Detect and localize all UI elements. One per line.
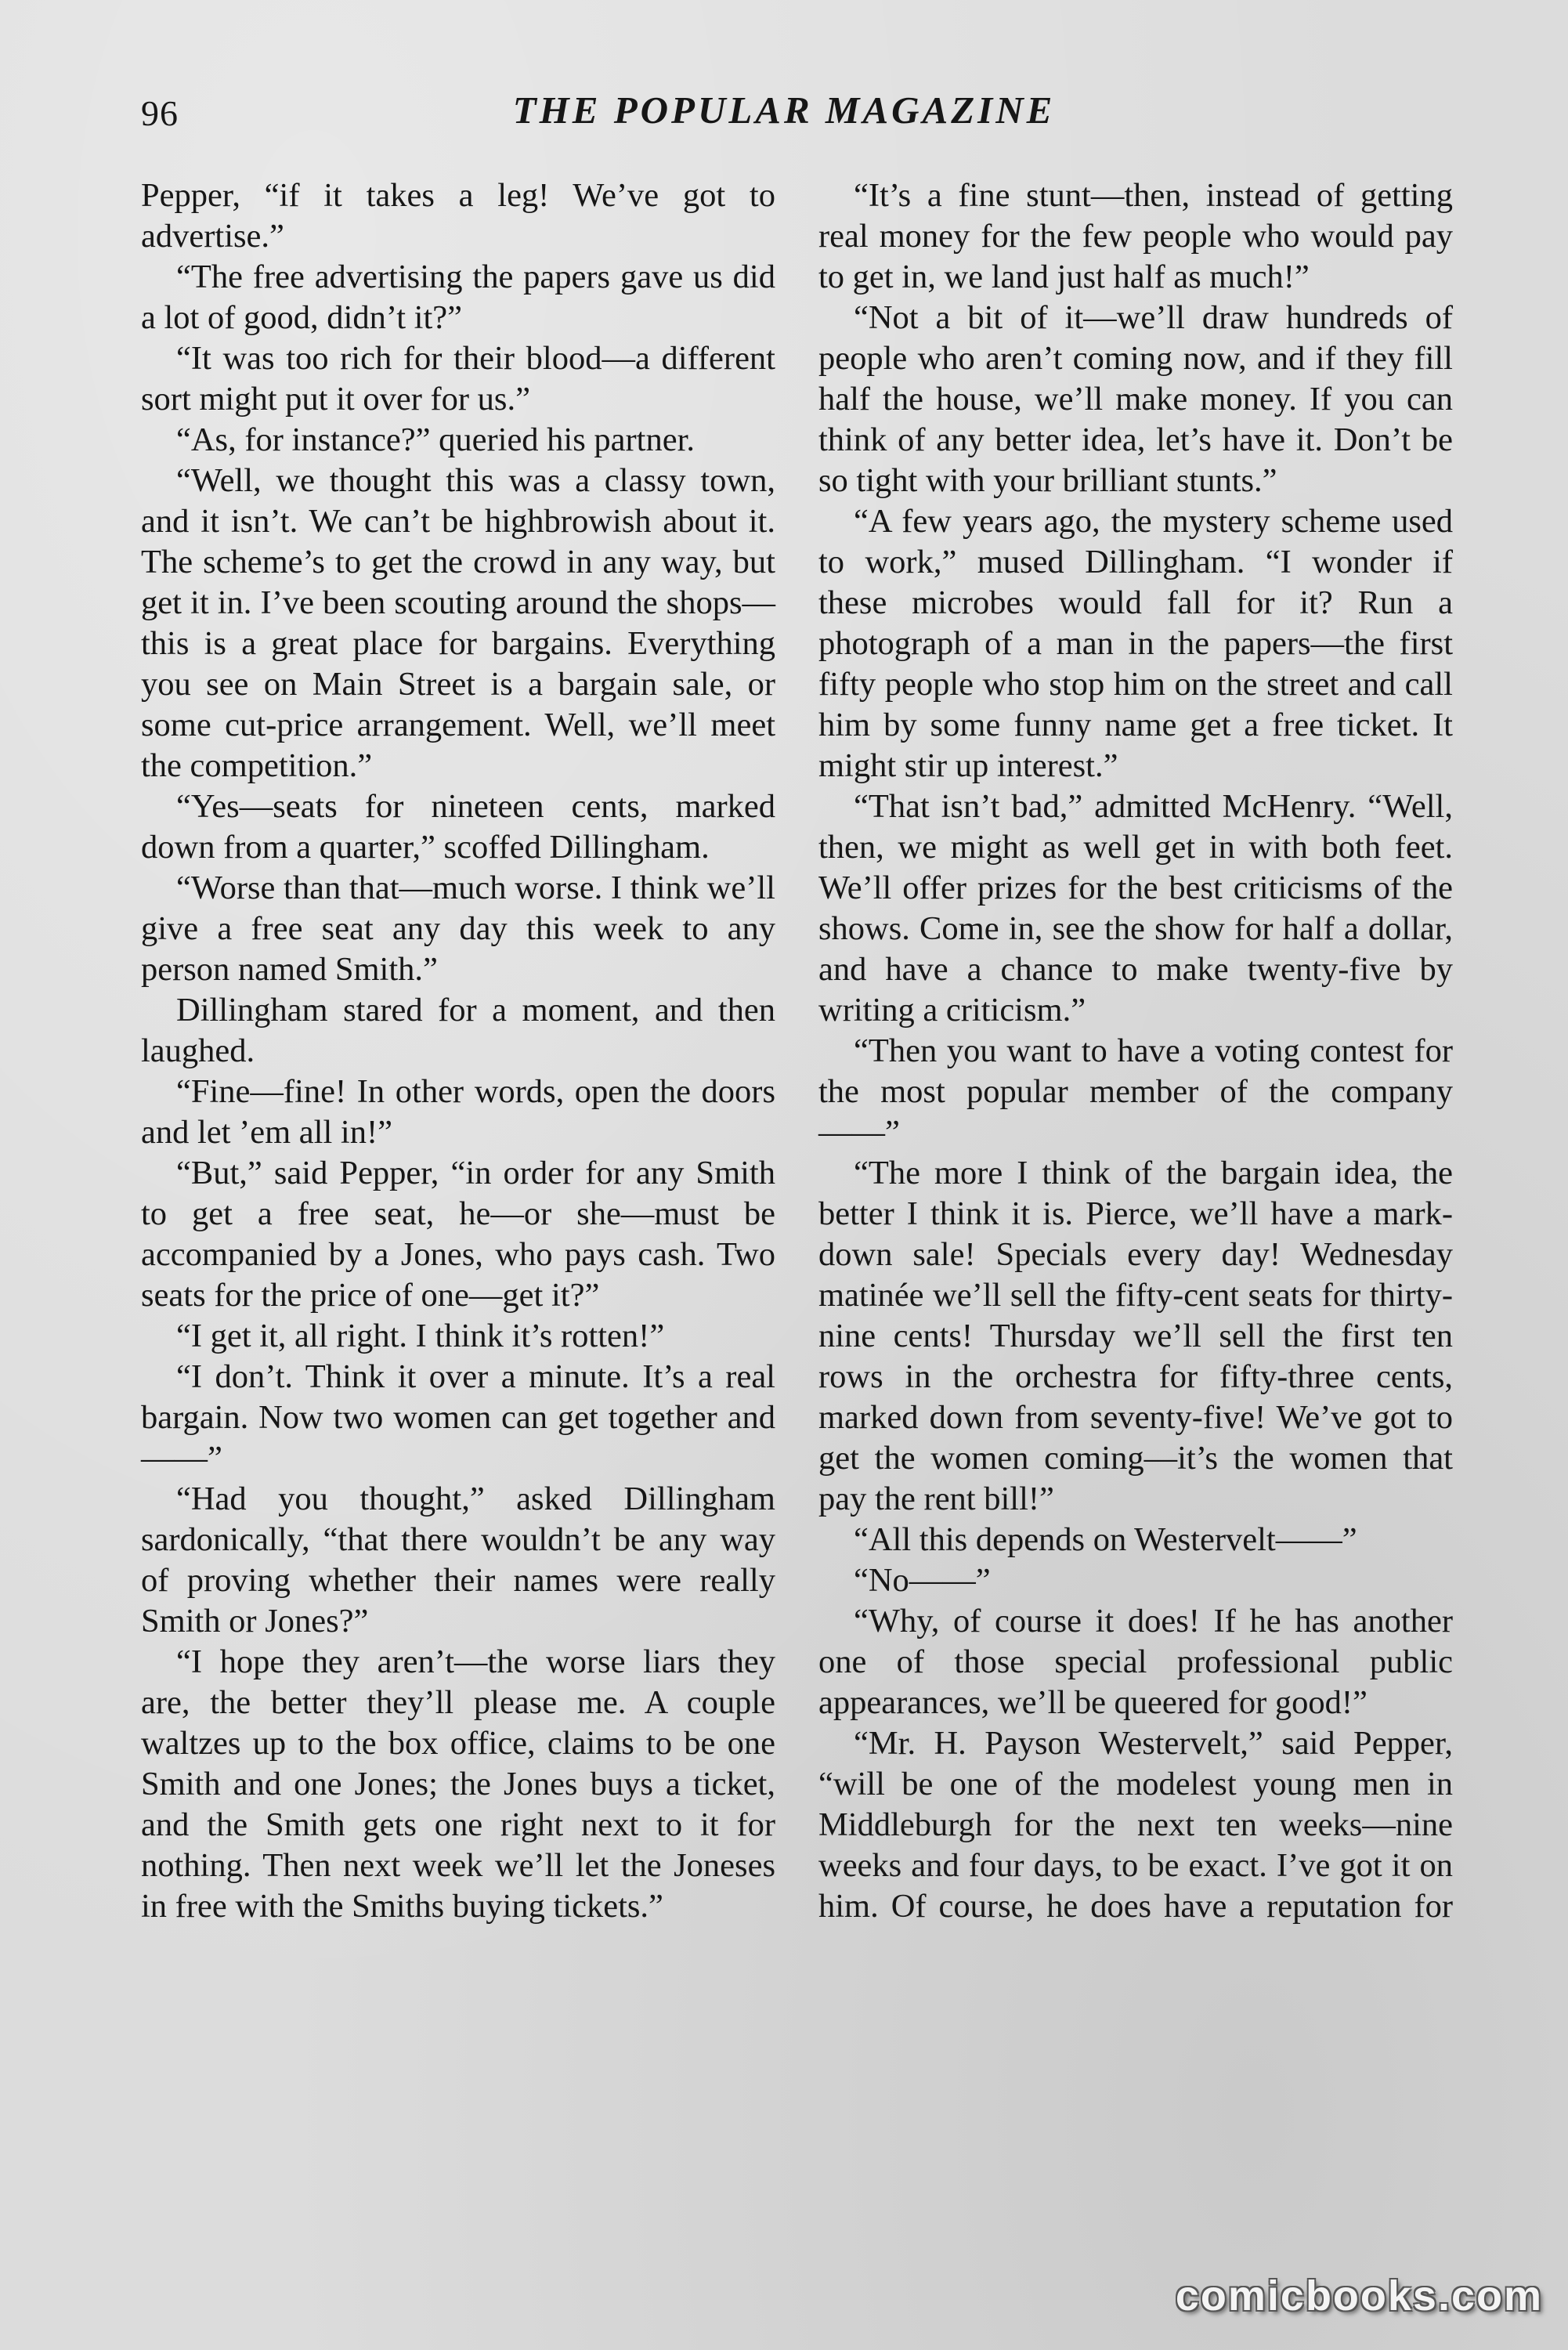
- paragraph: “Why, of course it does! If he has another one of those special professional public appearances, we’ll be queered for good!”: [818, 1603, 1453, 1721]
- paragraph: “Mr. H. Payson Westervelt,” said Pepper, “will be one of the modelest young men in Middleburgh for the next ten weeks—nine weeks and four days, to be exact. I’ve got it on him. Of course, he does have a reputation for: [818, 1725, 1453, 1925]
- paragraph: “It was too rich for their blood—a different sort might put it over for us.”: [141, 340, 775, 418]
- paragraph: “Not a bit of it—we’ll draw hundreds of people who aren’t coming now, and if they fill half the house, we’ll make money. If you can think of any better idea, let’s have it. Don’t be so tight with your brilliant stunts.”: [818, 299, 1453, 499]
- paragraph: “I get it, all right. I think it’s rotten!”: [176, 1318, 665, 1354]
- paragraph: “The more I think of the bargain idea, the better I think it is. Pierce, we’ll have a mark-down sale! Specials every day! Wednesday matinée we’ll sell the fifty-cent seats for thirty-nine cents! Thursday we’ll sell the first ten rows in the orchestra for fifty-three cents, marked down from seventy-five! We’ve got to get the women coming—it’s the women that pay the rent bill!”: [818, 1155, 1453, 1517]
- right-column: [818, 175, 1453, 1927]
- paragraph: “Well, we thought this was a classy town, and it isn’t. We can’t be highbrowish about it. The scheme’s to get the crowd in any way, but get it in. I’ve been scouting around the shops—this is a great place for bargains. Everything you see on Main Street is a bargain sale, or some cut-price arrangement. Well, we’ll meet the competition.”: [141, 462, 775, 784]
- paragraph: “Fine—fine! In other words, open the doors and let ’em all in!”: [141, 1073, 775, 1151]
- paragraph: Pepper, “if it takes a leg! We’ve got to advertise.”: [141, 177, 775, 255]
- paragraph: “As, for instance?” queried his partner.: [176, 421, 695, 458]
- running-head: THE POPULAR MAGAZINE: [512, 89, 1056, 132]
- paragraph: “It’s a fine stunt—then, instead of getting real money for the few people who would pay to get in, we land just half as much!”: [818, 177, 1453, 295]
- paragraph: “I don’t. Think it over a minute. It’s a real bargain. Now two women can get together and——”: [141, 1358, 775, 1477]
- watermark-logo: comicbooks.com: [1175, 2272, 1543, 2319]
- paragraph: “Had you thought,” asked Dillingham sardonically, “that there wouldn’t be any way of proving whether their names were really Smith or Jones?”: [141, 1480, 775, 1640]
- paragraph: “Then you want to have a voting contest for the most popular member of the company——”: [818, 1032, 1453, 1151]
- page-number: 96: [141, 93, 179, 133]
- paragraph: “All this depends on Westervelt——”: [854, 1521, 1357, 1558]
- paragraph: “Yes—seats for nineteen cents, marked down from a quarter,” scoffed Dillingham.: [141, 788, 775, 866]
- paragraph: “I hope they aren’t—the worse liars they are, the better they’ll please me. A couple waltzes up to the box office, claims to be one Smith and one Jones; the Jones buys a ticket, and the Smith gets one right next to it for nothing. Then next week we’ll let the Joneses in free with the Smiths buying tickets.”: [141, 1643, 775, 1925]
- left-column: [141, 175, 775, 1927]
- paragraph: “The free advertising the papers gave us did a lot of good, didn’t it?”: [141, 258, 775, 336]
- paragraph: “But,” said Pepper, “in order for any Smith to get a free seat, he—or she—must be accompanied by a Jones, who pays cash. Two seats for the price of one—get it?”: [141, 1155, 775, 1314]
- paragraph: “Worse than that—much worse. I think we’ll give a free seat any day this week to any person named Smith.”: [141, 870, 775, 988]
- paragraph: “A few years ago, the mystery scheme used to work,” mused Dillingham. “I wonder if these microbes would fall for it? Run a photograph of a man in the papers—the first fifty people who stop him on the street and call him by some funny name get a free ticket. It might stir up interest.”: [818, 503, 1453, 784]
- paragraph: “No——”: [854, 1562, 991, 1599]
- paragraph: “That isn’t bad,” admitted McHenry. “Well, then, we might as well get in with both feet. We’ll offer prizes for the best criticisms of the shows. Come in, see the show for half a dollar, and have a chance to make twenty-five by writing a criticism.”: [818, 788, 1453, 1029]
- paragraph: Dillingham stared for a moment, and then laughed.: [141, 992, 775, 1069]
